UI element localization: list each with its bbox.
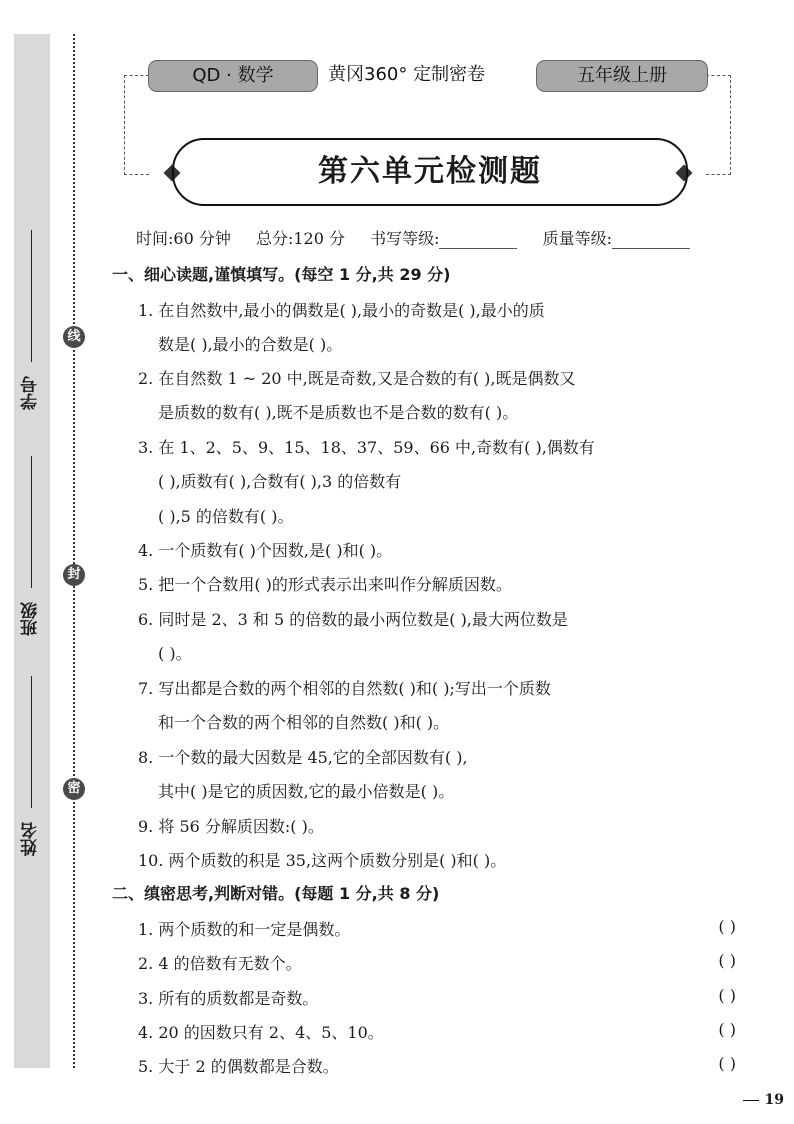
grade-badge: 五年级上册: [536, 60, 708, 92]
quality-blank[interactable]: [612, 234, 690, 249]
judge-item: 4. 20 的因数只有 2、4、5、10。: [138, 1023, 384, 1042]
question-line: 是质数的数有( ),既不是质数也不是合数的数有( )。: [158, 403, 519, 422]
student-no-label: 学号: [21, 376, 41, 410]
section1-heading: 一、细心读题,谨慎填写。(每空 1 分,共 29 分): [112, 265, 451, 284]
question-line: 4. 一个质数有( )个因数,是( )和( )。: [138, 541, 393, 560]
class-field: [14, 456, 50, 636]
quality-label: 质量等级:: [542, 229, 612, 248]
student-no-field: [14, 230, 50, 410]
name-label: 姓名: [21, 822, 41, 856]
page-number: [743, 1092, 784, 1108]
exam-meta: [136, 226, 690, 249]
question-line: 9. 将 56 分解质因数:( )。: [138, 817, 324, 836]
cut-line: [73, 34, 75, 1068]
question-line: 其中( )是它的质因数,它的最小倍数是( )。: [158, 782, 455, 801]
page-number-value: 19: [764, 1092, 784, 1108]
class-line: [31, 456, 32, 588]
header-connector-right: [706, 75, 731, 175]
question-line: 8. 一个数的最大因数是 45,它的全部因数有( ),: [138, 748, 468, 767]
student-no-line: [31, 230, 32, 362]
writing-blank[interactable]: [439, 234, 517, 249]
subject-badge: QD · 数学: [148, 60, 318, 92]
question-line: 10. 两个质数的积是 35,这两个质数分别是( )和( )。: [138, 851, 507, 870]
question-line: 数是( ),最小的合数是( )。: [158, 335, 343, 354]
section2-heading: 二、缜密思考,判断对错。(每题 1 分,共 8 分): [112, 884, 440, 903]
question-line: 和一个合数的两个相邻的自然数( )和( )。: [158, 713, 450, 732]
question-line: 6. 同时是 2、3 和 5 的倍数的最小两位数是( ),最大两位数是: [138, 610, 568, 629]
header-connector-left: [124, 75, 149, 175]
question-line: ( )。: [158, 644, 192, 663]
judge-item: 2. 4 的倍数有无数个。: [138, 954, 302, 973]
time-label: 时间:60 分钟: [136, 229, 231, 248]
question-line: ( ),质数有( ),合数有( ),3 的倍数有: [158, 472, 402, 491]
judge-item: 5. 大于 2 的偶数都是合数。: [138, 1057, 339, 1076]
total-label: 总分:120 分: [255, 229, 345, 248]
series-title: 黄冈360° 定制密卷: [328, 64, 486, 85]
judge-item: 3. 所有的质数都是奇数。: [138, 989, 319, 1008]
class-label: 班级: [21, 602, 41, 636]
question-line: 2. 在自然数 1 ~ 20 中,既是奇数,又是合数的有( ),既是偶数又: [138, 369, 576, 388]
judge-item: 1. 两个质数的和一定是偶数。: [138, 920, 351, 939]
question-line: ( ),5 的倍数有( )。: [158, 507, 294, 526]
question-line: 5. 把一个合数用( )的形式表示出来叫作分解质因数。: [138, 575, 512, 594]
judge-answer-box[interactable]: ( ): [718, 917, 736, 936]
question-line: 7. 写出都是合数的两个相邻的自然数( )和( );写出一个质数: [138, 679, 551, 698]
seal-line-mark: 线: [63, 326, 85, 348]
judge-answer-box[interactable]: ( ): [718, 1054, 736, 1073]
name-line: [31, 676, 32, 808]
page-title: 第六单元检测题: [172, 138, 688, 206]
writing-label: 书写等级:: [370, 229, 440, 248]
judge-answer-box[interactable]: ( ): [718, 1020, 736, 1039]
question-line: 3. 在 1、2、5、9、15、18、37、59、66 中,奇数有( ),偶数有: [138, 438, 595, 457]
name-field: [14, 676, 50, 856]
question-line: 1. 在自然数中,最小的偶数是( ),最小的奇数是( ),最小的质: [138, 301, 545, 320]
seal-seal-mark: 封: [63, 564, 85, 586]
judge-answer-box[interactable]: ( ): [718, 951, 736, 970]
judge-answer-box[interactable]: ( ): [718, 986, 736, 1005]
seal-secret-mark: 密: [63, 778, 85, 800]
